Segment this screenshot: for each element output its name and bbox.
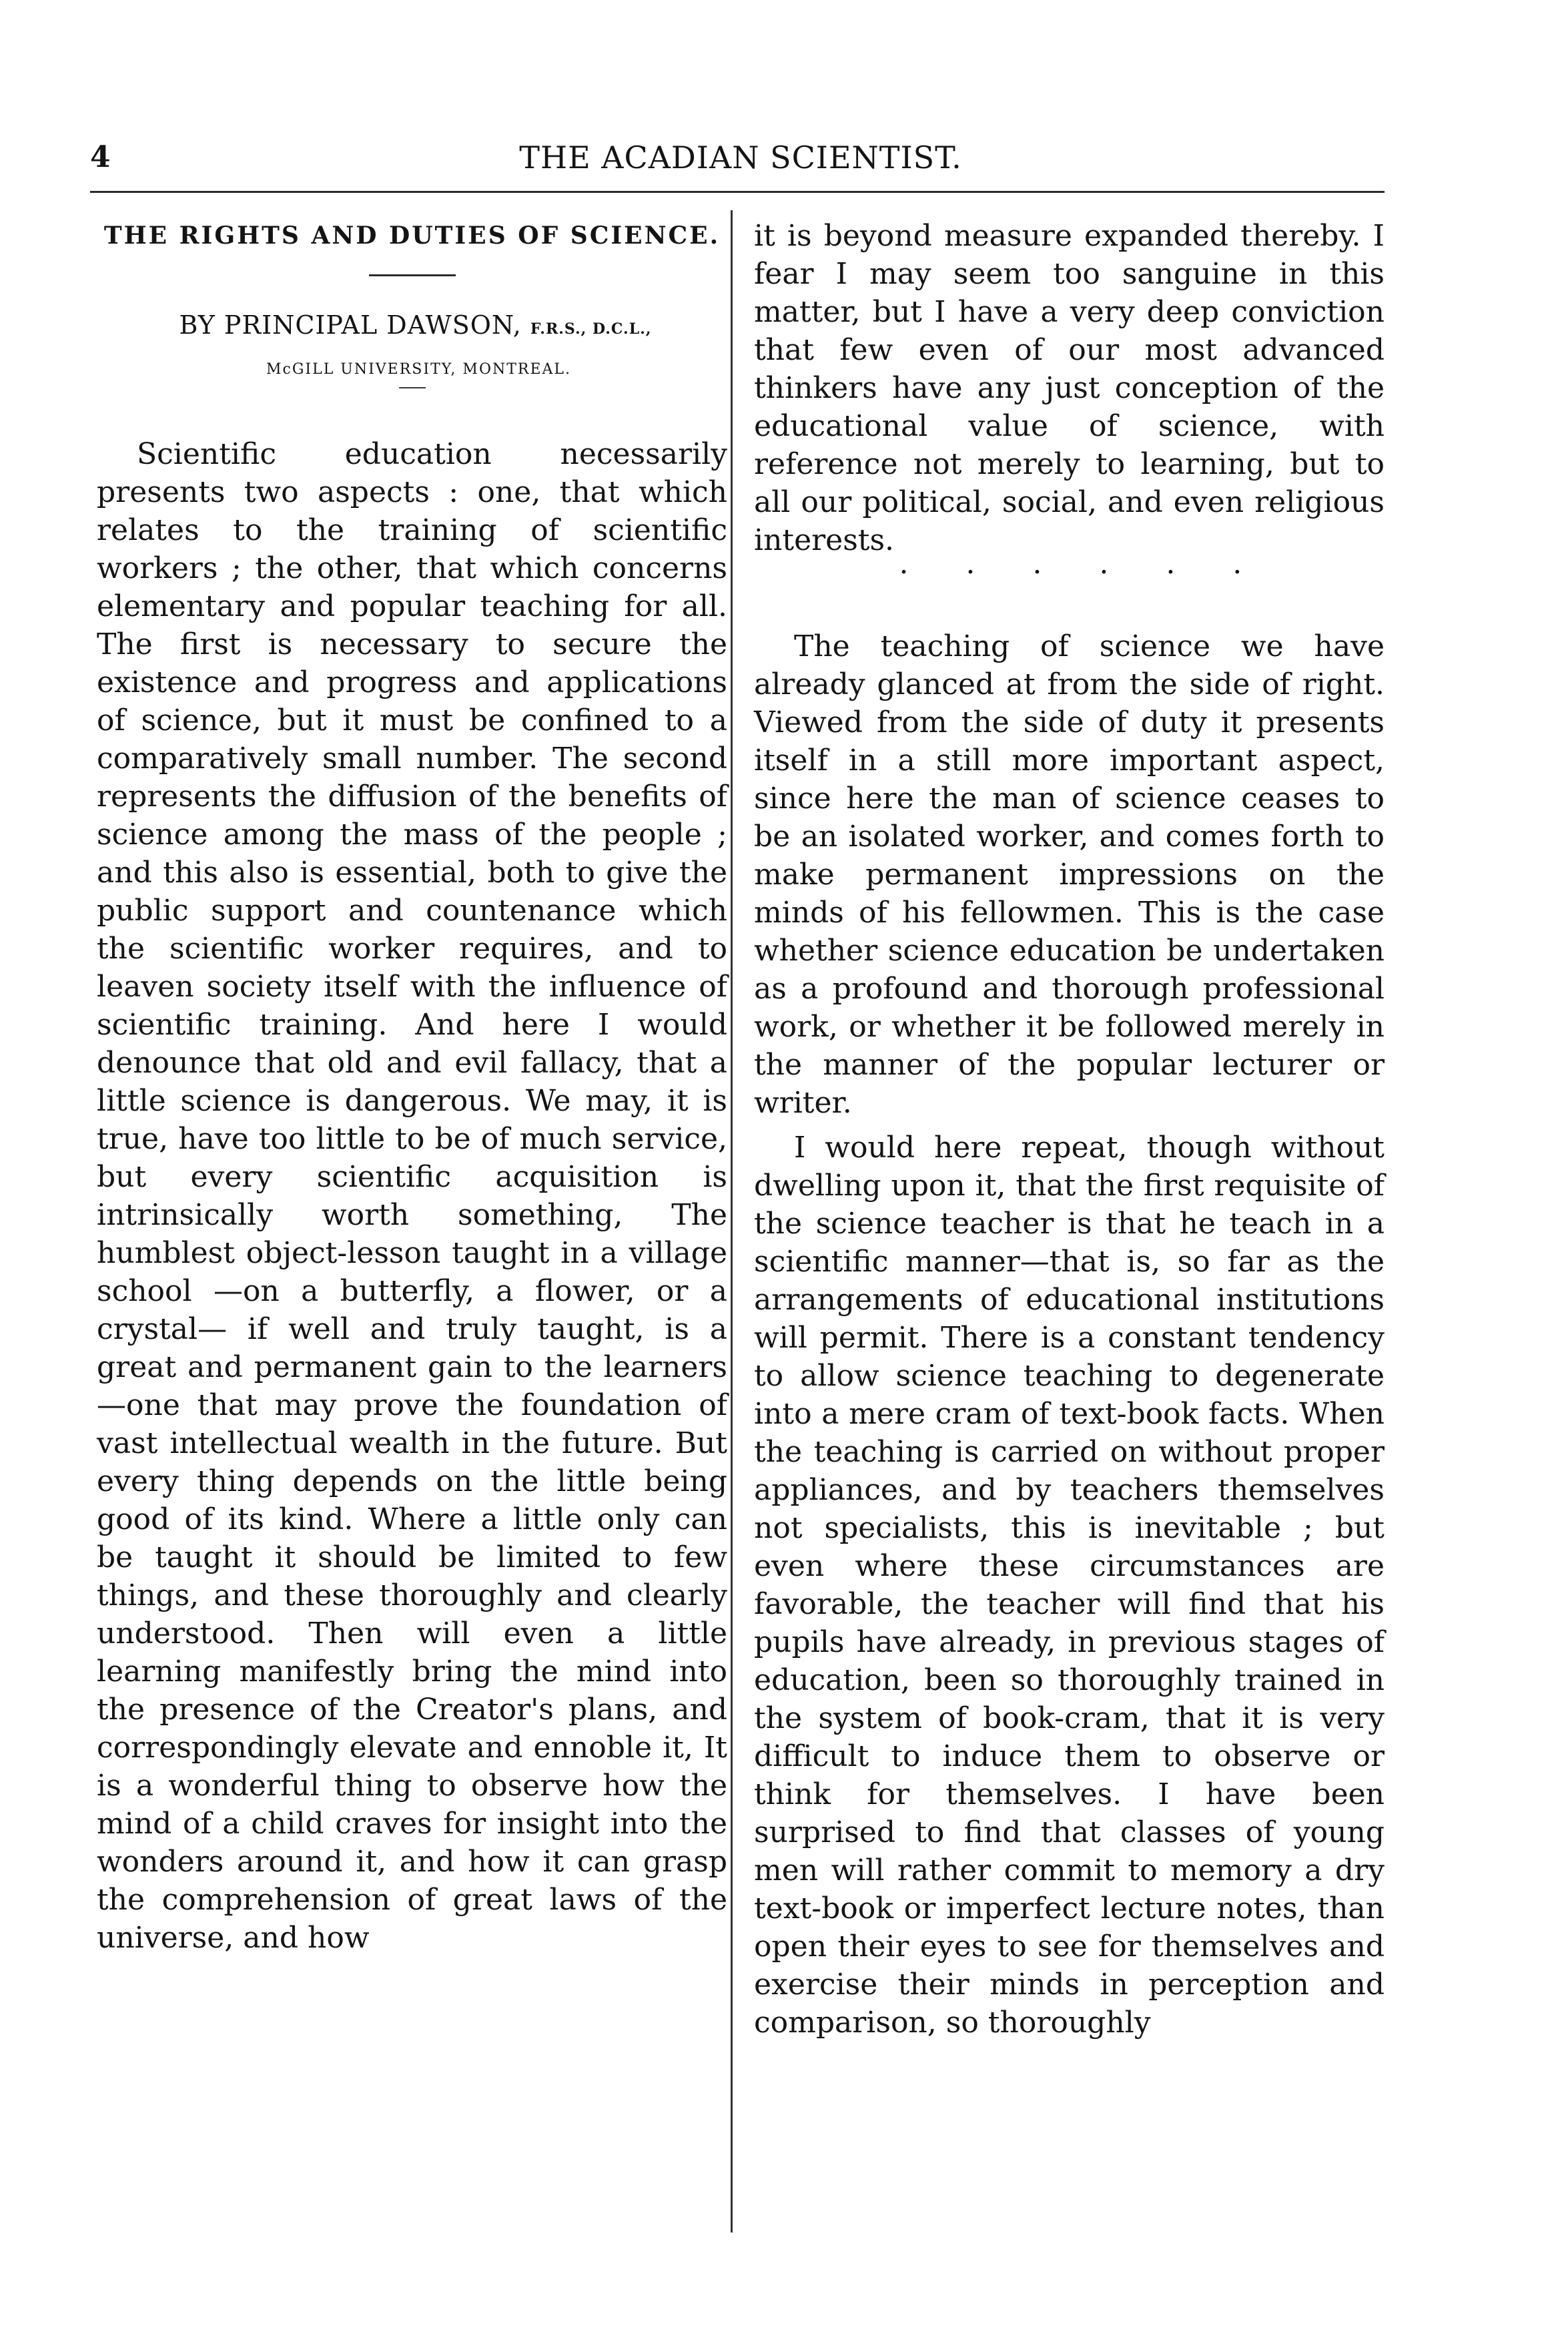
continued-paragraph: it is beyond measure expanded thereby. I fear I may seem too sanguine in this matter, but I have a very deep conviction that few even of our most advanced thinkers have any just conception of the educational value of science, with reference not merely to learning, but to all our political, social, and even religious interests. <box>754 219 1385 557</box>
paragraph-teaching-of-science: The teaching of science we have already glanced at from the side of right. Viewed from the side of duty it presents itself in a still more important aspect, since here the man of science ceases to be an isolated worker, and comes forth to make permanent impressions on the minds of his fellowmen. This is the case whether science education be undertaken as a profound and thorough professional work, or whether it be followed merely in the manner of the popular lecturer or writer. <box>754 629 1385 1120</box>
article-title: THE RIGHTS AND DUTIES OF SCIENCE. <box>103 222 721 250</box>
byline <box>103 310 727 344</box>
header-rule <box>90 191 1385 193</box>
page-header <box>90 141 1385 185</box>
left-column-paragraph: Scientific education necessarily presents two aspects : one, that which relates to the training of scientific workers ; the other, that which concerns elementary and popular teaching for all. The first is necessary to secure the existence and progress and applications of science, but it must be confined to a comparatively small number. The second represents the diffusion of the benefits of science among the mass of the people ; and this also is essential, both to give the public support and countenance which the scientific worker requires, and to leaven society itself with the influence of scientific training. And here I would denounce that old and evil fallacy, that a little science is dangerous. We may, it is true, have too little to be of much service, but every scientific acquisition is intrinsically worth something, The humblest object-lesson taught in a village school —on a butterfly, a flower, or a crystal— if well and truly taught, is a great and permanent gain to the learners—one that may prove the foundation of vast intellectual wealth in the future. But every thing depends on the little being good of its kind. Where a little only can be taught it should be limited to few things, and these thoroughly and clearly understood. Then will even a little learning manifestly bring the mind into the presence of the Creator's plans, and correspondingly elevate and ennoble it, It is a wonderful thing to observe how the mind of a child craves for insight into the wonders around it, and how it can grasp the comprehension of great laws of the universe, and how <box>97 437 727 1955</box>
title-rule <box>369 274 456 276</box>
column-divider <box>731 210 733 2233</box>
right-column <box>754 217 1385 2042</box>
affiliation-rule <box>399 387 426 388</box>
page-number: 4 <box>90 140 111 174</box>
running-head: THE ACADIAN SCIENTIST. <box>519 139 962 176</box>
author-affiliation: McGILL UNIVERSITY, MONTREAL. <box>266 361 572 378</box>
byline-author: BY PRINCIPAL DAWSON, <box>179 310 522 340</box>
left-column <box>97 217 727 1957</box>
paragraph-science-teacher: I would here repeat, though without dwelling upon it, that the first requisite of the science teacher is that he teach in a scientific manner—that is, so far as the arrangements of educational institutions will permit. There is a constant tendency to allow science teaching to degenerate into a mere cram of text-book facts. When the teaching is carried on without proper appliances, and by teachers themselves not specialists, this is inevitable ; but even where these circumstances are favorable, the teacher will find that his pupils have already, in previous stages of education, been so thoroughly trained in the system of book-cram, that it is very difficult to induce them to observe or think for themselves. I have been surprised to find that classes of young men will rather commit to memory a dry text-book or imperfect lecture notes, than open their eyes to see for themselves and exercise their minds in perception and comparison, so thoroughly <box>754 1131 1385 2040</box>
byline-degrees: F.R.S., D.C.L., <box>530 320 652 338</box>
ellipsis-dots: · · · · · · <box>899 555 1266 589</box>
